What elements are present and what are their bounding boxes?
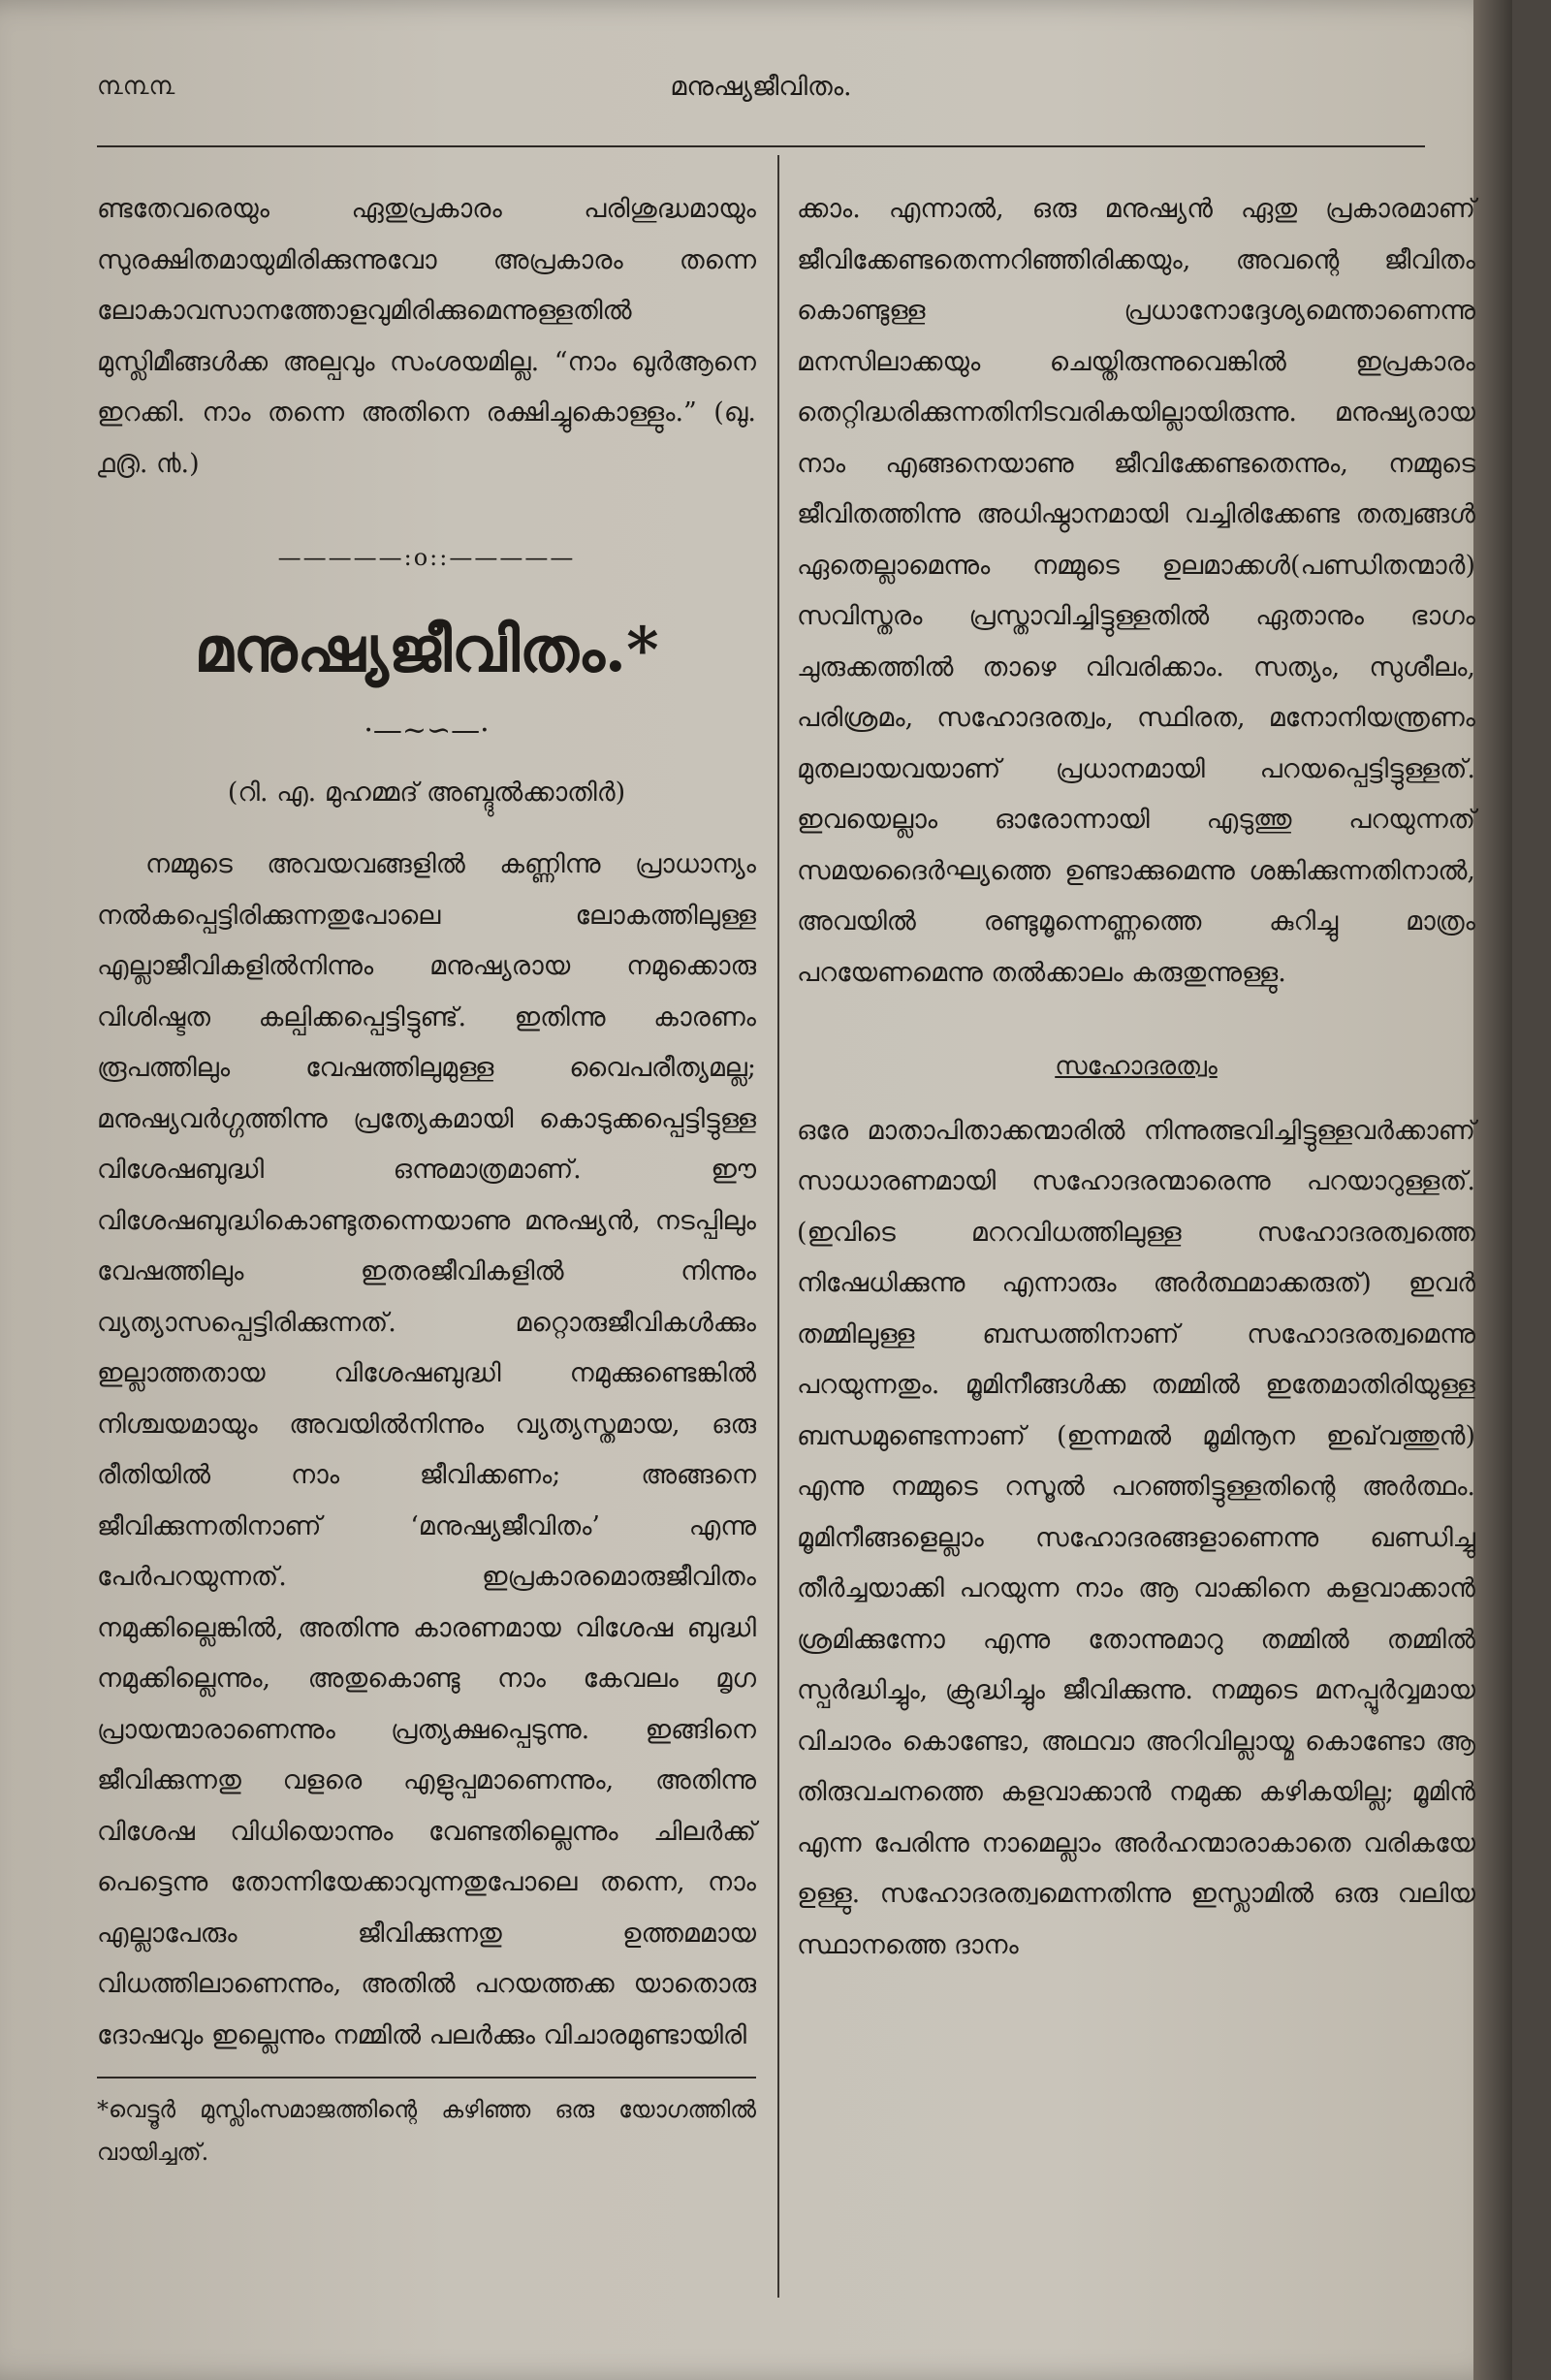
- intro-paragraph: ണ്ടതേവരെയും ഏതുപ്രകാരം പരിശുദ്ധമായും സുരക്ഷിതമായുമിരിക്കുന്നുവോ അപ്രകാരം തന്നെ ലോകാവസാനത്തോളവുമിരിക്കുമെന്നുള്ളതിൽ മുസ്ലിമീങ്ങൾക്ക അല്പവും സംശയമില്ല. “നാം ഖുർആനെ ഇറക്കി. നാം തന്നെ അതിനെ രക്ഷിച്ചുകൊള്ളും.” (ഖു. ൧൫. ൯.): [97, 194, 756, 479]
- running-title: മനുഷ്യജീവിതം.: [670, 72, 852, 102]
- body-paragraph: ഒരേ മാതാപിതാക്കന്മാരിൽ നിന്നുത്ഭവിച്ചിട്ടുള്ളവർക്കാണ് സാധാരണമായി സഹോദരന്മാരെന്നു പറയാറുള്ളത്. (ഇവിടെ മററവിധത്തിലുള്ള സഹോദരത്വത്തെ നിഷേധിക്കുന്നു എന്നാരും അർത്ഥമാക്കരുത്) ഇവർ തമ്മിലുള്ള ബന്ധത്തിനാണ് സഹോദരത്വമെന്നു പറയുന്നതും. മൂമിനീങ്ങൾക്ക തമ്മിൽ ഇതേമാതിരിയുള്ള ബന്ധമുണ്ടെന്നാണ് (ഇന്നമൽ മൂമിനൂന ഇഖ്‌വത്തുൻ) എന്നു നമ്മുടെ റസൂൽ പറഞ്ഞിട്ടുള്ളതിന്റെ അർത്ഥം. മൂമിനീങ്ങളെല്ലാം സഹോദരങ്ങളാണെന്നു ഖണ്ഡിച്ചു തീർച്ചയാക്കി പറയുന്ന നാം ആ വാക്കിനെ കളവാക്കാൻ ശ്രമിക്കുന്നോ എന്നു തോന്നുമാറു തമ്മിൽ തമ്മിൽ സ്പർദ്ധിച്ചും, ക്രുദ്ധിച്ചും ജീവിക്കുന്നു. നമ്മുടെ മനപ്പൂർവ്വമായ വിചാരം കൊണ്ടോ, അഥവാ അറിവില്ലായ്മ കൊണ്ടോ ആ തിരുവചനത്തെ കളവാക്കാൻ നമുക്ക കഴികയില്ല; മൂമിൻ എന്ന പേരിന്നു നാമെല്ലാം അർഹന്മാരാകാതെ വരികയേ ഉള്ളു. സഹോദരത്വമെന്നതിന്നു ഇസ്ലാമിൽ ഒരു വലിയ സ്ഥാനത്തെ ദാനം: [797, 1115, 1475, 1960]
- footnote: *വെട്ടൂർ മുസ്ലിംസമാജത്തിന്റെ കഴിഞ്ഞ ഒരു യോഗത്തിൽ വായിച്ചത്.: [97, 2077, 756, 2174]
- page-number: ൩൩൩: [97, 72, 175, 101]
- author-byline: (റി. എ. മുഹമ്മദ് അബ്ദുൽക്കാതിർ): [227, 777, 626, 808]
- article-title: മനുഷ്യജീവിതം.*: [194, 613, 659, 686]
- left-column: [97, 184, 756, 2174]
- body-paragraph-continued: ക്കാം. എന്നാൽ, ഒരു മനുഷ്യൻ ഏതു പ്രകാരമാണ് ജീവിക്കേണ്ടതെന്നറിഞ്ഞിരിക്കയും, അവന്റെ ജീവിതം കൊണ്ടുള്ള പ്രധാനോദ്ദേശ്യമെന്താണെന്നു മനസിലാക്കയും ചെയ്തിരുന്നുവെങ്കിൽ ഇപ്രകാരം തെറ്റിദ്ധരിക്കുന്നതിനിടവരികയില്ലായിരുന്നു. മനുഷ്യരായ നാം എങ്ങനെയാണു ജീവിക്കേണ്ടതെന്നും, നമ്മുടെ ജീവിതത്തിന്നു അധിഷ്ഠാനമായി വച്ചിരിക്കേണ്ട തത്വങ്ങൾ ഏതെല്ലാമെന്നും നമ്മുടെ ഉലമാക്കൾ(പണ്ഡിതന്മാർ) സവിസ്തരം പ്രസ്താവിച്ചിട്ടുള്ളതിൽ ഏതാനും ഭാഗം ചുരുക്കത്തിൽ താഴെ വിവരിക്കാം. സത്യം, സുശീലം, പരിശ്രമം, സഹോദരത്വം, സ്ഥിരത, മനോനിയന്ത്രണം മുതലായവയാണ് പ്രധാനമായി പറയപ്പെട്ടിട്ടുള്ളത്. ഇവയെല്ലാം ഓരോന്നായി എടുത്തു പറയുന്നത് സമയദൈർഘ്യത്തെ ഉണ്ടാക്കുമെന്നു ശങ്കിക്കുന്നതിനാൽ, അവയിൽ രണ്ടുമൂന്നെണ്ണത്തെ കുറിച്ചു മാത്രം പറയേണമെന്നു തൽക്കാലം കരുതുന്നുള്ളു.: [797, 194, 1475, 988]
- right-column: [797, 184, 1475, 1971]
- page-edge-shadow: [1473, 0, 1512, 2380]
- section-heading: സഹോദരത്വം: [1055, 1052, 1218, 1081]
- title-flourish: ·—~∽—·: [364, 713, 490, 747]
- section-divider: —————:o::—————: [277, 544, 576, 571]
- header-rule: [97, 145, 1425, 147]
- body-paragraph: നമ്മുടെ അവയവങ്ങളിൽ കണ്ണിന്നു പ്രാധാന്യം നൽകപ്പെട്ടിരിക്കുന്നതുപോലെ ലോകത്തിലുള്ള എല്ലാജീവികളിൽനിന്നും മനുഷ്യരായ നമുക്കൊരു വിശിഷ്ടത കല്പിക്കപ്പെട്ടിട്ടുണ്ട്. ഇതിന്നു കാരണം രൂപത്തിലും വേഷത്തിലുമുള്ള വൈപരീത്യമല്ല; മനുഷ്യവർഗ്ഗത്തിന്നു പ്രത്യേകമായി കൊടുക്കപ്പെട്ടിട്ടുള്ള വിശേഷബുദ്ധി ഒന്നുമാത്രമാണ്. ഈ വിശേഷബുദ്ധികൊണ്ടുതന്നെയാണു മനുഷ്യൻ, നടപ്പിലും വേഷത്തിലും ഇതരജീവികളിൽ നിന്നും വ്യത്യാസപ്പെട്ടിരിക്കുന്നത്. മറ്റൊരുജീവികൾക്കും ഇല്ലാത്തതായ വിശേഷബുദ്ധി നമുക്കുണ്ടെങ്കിൽ നിശ്ചയമായും അവയിൽനിന്നും വ്യത്യസ്തമായ, ഒരു രീതിയിൽ നാം ജീവിക്കണം; അങ്ങനെ ജീവിക്കുന്നതിനാണ് ‘മനുഷ്യജീവിതം’ എന്നു പേർപറയുന്നത്. ഇപ്രകാരമൊരുജീവിതം നമുക്കില്ലെങ്കിൽ, അതിന്നു കാരണമായ വിശേഷ ബുദ്ധി നമുക്കില്ലെന്നും, അതുകൊണ്ടു നാം കേവലം മൃഗ പ്രായന്മാരാണെന്നും പ്രത്യക്ഷപ്പെടുന്നു. ഇങ്ങിനെ ജീവിക്കുന്നതു വളരെ എളുപ്പമാണെന്നും, അതിന്നു വിശേഷ വിധിയൊന്നും വേണ്ടതില്ലെന്നും ചിലർക്ക് പെട്ടെന്നു തോന്നിയേക്കാവുന്നതുപോലെ തന്നെ, നാം എല്ലാപേരും ജീവിക്കുന്നതു ഉത്തമമായ വിധത്തിലാണെന്നും, അതിൽ പറയത്തക്ക യാതൊരു ദോഷവും ഇല്ലെന്നും നമ്മിൽ പലർക്കും വിചാരമുണ്ടായിരി: [97, 849, 756, 2050]
- page-header: [97, 66, 1425, 116]
- column-divider: [777, 155, 779, 2298]
